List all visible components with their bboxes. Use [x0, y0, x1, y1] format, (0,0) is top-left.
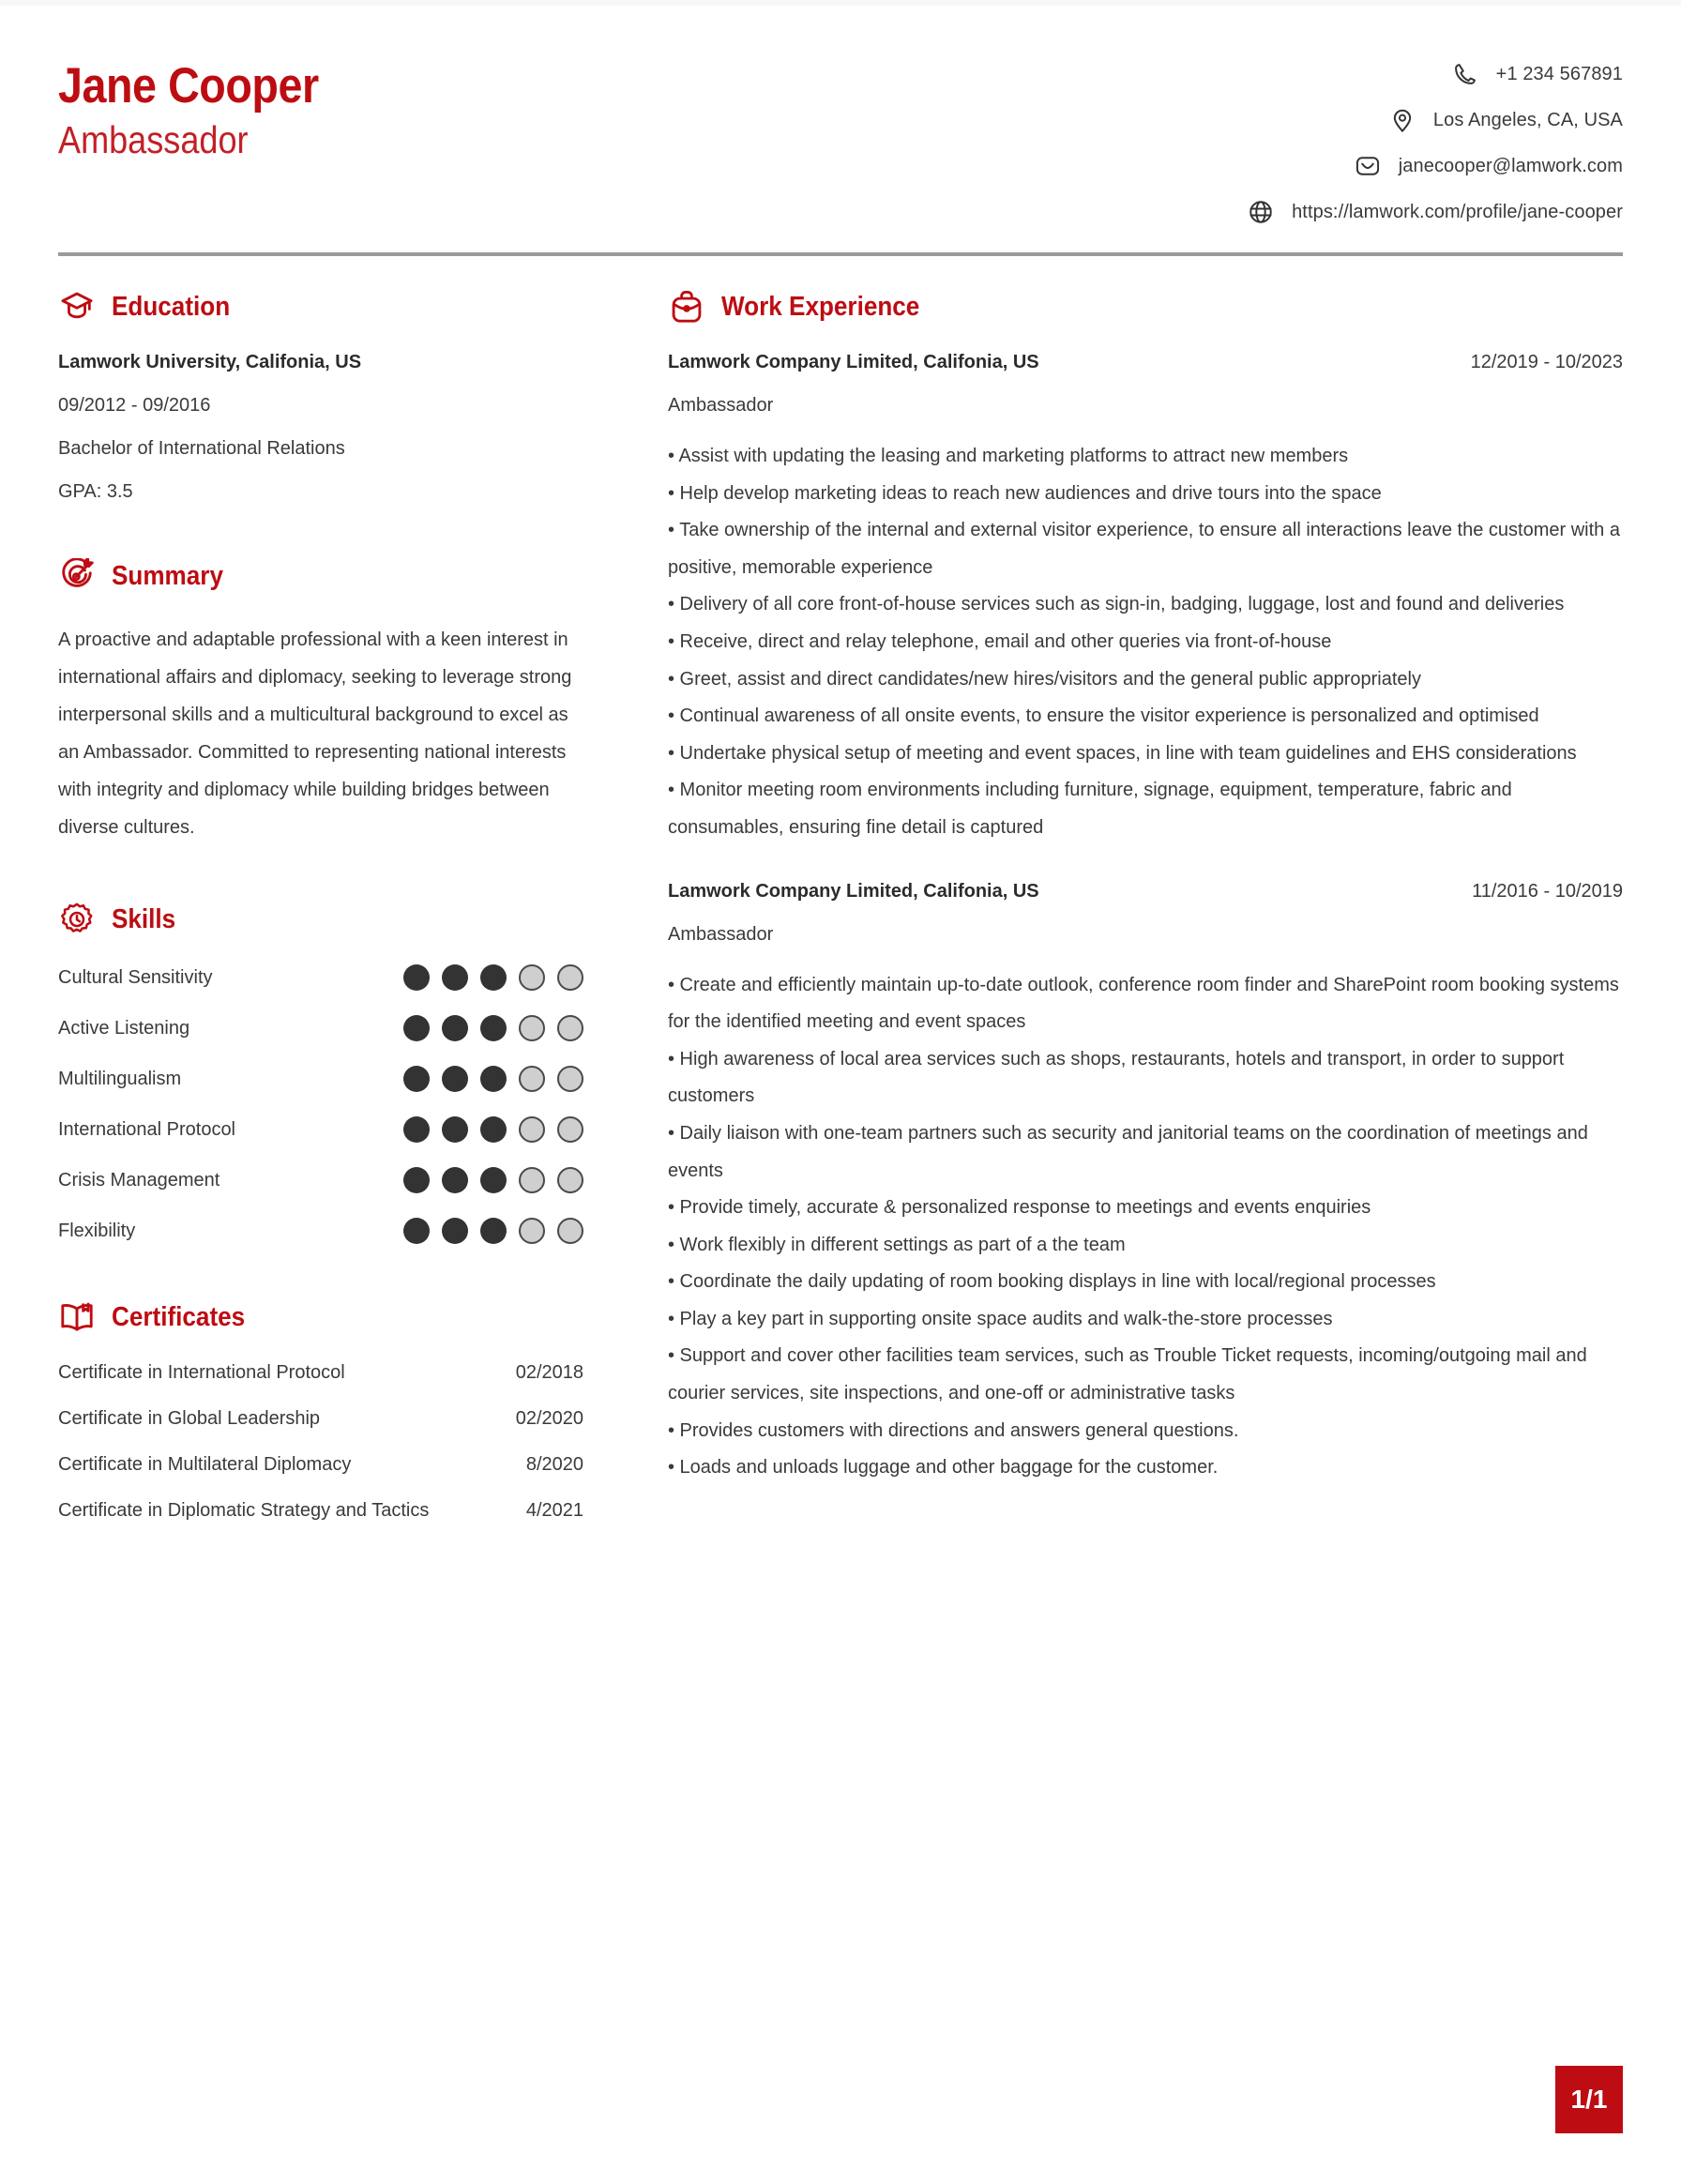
phone-icon — [1451, 60, 1479, 88]
rating-dot-empty[interactable] — [557, 964, 583, 991]
rating-dot-empty[interactable] — [519, 1218, 545, 1244]
job-bullet: • Monitor meeting room environments including furniture, signage, equipment, temperature, fabric and consumables, ensuring fine detail is captured — [668, 780, 1512, 838]
job-bullet-list — [668, 967, 1623, 1487]
job-bullet: • Daily liaison with one-team partners such as security and janitorial teams on the coordination of meetings and events — [668, 1122, 1588, 1181]
graduation-cap-icon — [58, 288, 96, 326]
skill-name: Cultural Sensitivity — [58, 966, 213, 988]
spacer — [58, 1244, 583, 1298]
certificates-heading — [58, 1298, 583, 1336]
skill-rating-dots[interactable] — [403, 1116, 583, 1143]
skills-title: Skills — [112, 903, 176, 934]
rating-dot-filled[interactable] — [442, 1167, 468, 1193]
job-organization: Lamwork Company Limited, Califonia, US — [668, 352, 1039, 372]
rating-dot-filled[interactable] — [403, 1015, 430, 1041]
certificate-name: Certificate in Multilateral Diplomacy — [58, 1454, 352, 1475]
gear-clock-icon — [58, 901, 96, 938]
job-header — [668, 881, 1623, 902]
certificate-row — [58, 1362, 583, 1384]
location-pin-icon — [1388, 106, 1416, 134]
skill-name: International Protocol — [58, 1118, 236, 1140]
rating-dot-filled[interactable] — [403, 1167, 430, 1193]
rating-dot-filled[interactable] — [442, 1116, 468, 1143]
rating-dot-filled[interactable] — [442, 1015, 468, 1041]
job-title-subtitle: Ambassador — [58, 117, 249, 161]
right-column — [612, 288, 1623, 1496]
job-bullet: • Greet, assist and direct candidates/new hires/visitors and the general public appropriately — [668, 668, 1421, 690]
certificate-date: 8/2020 — [525, 1454, 583, 1475]
skill-name: Active Listening — [58, 1017, 190, 1039]
summary-heading — [58, 557, 583, 595]
target-dart-icon — [58, 557, 96, 595]
education-gpa: GPA: 3.5 — [58, 481, 133, 502]
education-dates: 09/2012 - 09/2016 — [58, 395, 211, 416]
work-experience-title: Work Experience — [721, 291, 920, 322]
certificate-name: Certificate in Diplomatic Strategy and Tactics — [58, 1500, 430, 1521]
job-bullet: • Delivery of all core front-of-house services such as sign-in, badging, luggage, lost and found and deliveries — [668, 594, 1565, 615]
contact-location-text: Los Angeles, CA, USA — [1432, 109, 1623, 130]
certificates-list — [58, 1362, 583, 1522]
skill-row — [58, 1116, 583, 1143]
job-entry — [668, 352, 1623, 847]
skill-rating-dots[interactable] — [403, 1167, 583, 1193]
briefcase-icon — [668, 288, 705, 326]
envelope-icon — [1354, 152, 1382, 180]
contact-row-website[interactable] — [1247, 198, 1623, 226]
job-bullet: • Provides customers with directions and answers general questions. — [668, 1419, 1239, 1441]
skill-rating-dots[interactable] — [403, 964, 583, 991]
education-organization: Lamwork University, Califonia, US — [58, 352, 362, 372]
job-bullet: • Assist with updating the leasing and marketing platforms to attract new members — [668, 446, 1349, 466]
content-columns — [0, 256, 1681, 1522]
section-skills — [58, 901, 583, 1244]
rating-dot-filled[interactable] — [403, 1116, 430, 1143]
rating-dot-filled[interactable] — [403, 1066, 430, 1092]
certificate-date: 02/2018 — [515, 1362, 583, 1383]
certificate-name: Certificate in Global Leadership — [58, 1408, 321, 1429]
certificate-name: Certificate in International Protocol — [58, 1362, 345, 1383]
rating-dot-filled[interactable] — [480, 1066, 507, 1092]
job-dates: 12/2019 - 10/2023 — [1470, 352, 1623, 372]
job-bullet: • Loads and unloads luggage and other baggage for the customer. — [668, 1457, 1219, 1479]
skill-name: Multilingualism — [58, 1068, 182, 1089]
skill-row — [58, 1218, 583, 1244]
job-bullet: • Work flexibly in different settings as part of a the team — [668, 1234, 1126, 1255]
spacer — [668, 857, 1623, 881]
certificates-title: Certificates — [112, 1301, 246, 1332]
rating-dot-empty[interactable] — [557, 1066, 583, 1092]
job-bullet: • Provide timely, accurate & personalized response to meetings and events enquiries — [668, 1197, 1371, 1219]
skill-rating-dots[interactable] — [403, 1218, 583, 1244]
certificate-date: 02/2020 — [515, 1408, 583, 1429]
rating-dot-empty[interactable] — [557, 1015, 583, 1041]
certificate-row — [58, 1454, 583, 1476]
summary-title: Summary — [112, 560, 223, 591]
job-bullet: • Undertake physical setup of meeting and event spaces, in line with team guidelines and EHS considerations — [668, 742, 1577, 764]
skill-row — [58, 1015, 583, 1041]
rating-dot-filled[interactable] — [442, 1218, 468, 1244]
contact-list — [1247, 43, 1623, 226]
skill-row — [58, 1167, 583, 1193]
certificate-date: 4/2021 — [525, 1500, 583, 1521]
job-bullet: • High awareness of local area services such as shops, restaurants, hotels and transport, in order to support customers — [668, 1048, 1565, 1107]
skill-rating-dots[interactable] — [403, 1066, 583, 1092]
certificate-row — [58, 1500, 583, 1522]
job-role: Ambassador — [668, 923, 774, 945]
rating-dot-filled[interactable] — [442, 1066, 468, 1092]
education-degree: Bachelor of International Relations — [58, 438, 345, 459]
spacer — [58, 503, 583, 557]
skill-row — [58, 1066, 583, 1092]
rating-dot-empty[interactable] — [557, 1116, 583, 1143]
job-dates: 11/2016 - 10/2019 — [1472, 880, 1623, 902]
contact-row-location[interactable] — [1247, 106, 1623, 134]
rating-dot-filled[interactable] — [480, 1015, 507, 1041]
contact-phone-text: +1 234 567891 — [1495, 63, 1623, 84]
globe-icon — [1247, 198, 1275, 226]
section-work-experience — [668, 288, 1623, 1487]
contact-row-phone[interactable] — [1247, 60, 1623, 88]
rating-dot-empty[interactable] — [519, 1116, 545, 1143]
jobs-list — [668, 352, 1623, 1487]
rating-dot-empty[interactable] — [519, 964, 545, 991]
page-number-badge: 1/1 — [1555, 2066, 1623, 2133]
rating-dot-empty[interactable] — [519, 1015, 545, 1041]
education-title: Education — [112, 291, 231, 322]
job-bullet-list — [668, 438, 1623, 847]
job-bullet: • Receive, direct and relay telephone, email and other queries via front-of-house — [668, 630, 1332, 652]
rating-dot-empty[interactable] — [557, 1167, 583, 1193]
rating-dot-filled[interactable] — [403, 1218, 430, 1244]
left-column — [58, 288, 612, 1522]
certificate-row — [58, 1408, 583, 1430]
skills-list — [58, 964, 583, 1244]
job-entry — [668, 881, 1623, 1487]
contact-website-text: https://lamwork.com/profile/jane-cooper — [1292, 201, 1623, 222]
open-book-icon — [58, 1298, 96, 1336]
skills-heading — [58, 901, 583, 938]
rating-dot-filled[interactable] — [403, 964, 430, 991]
job-bullet: • Coordinate the daily updating of room booking displays in line with local/regional processes — [668, 1271, 1436, 1293]
rating-dot-filled[interactable] — [480, 1167, 507, 1193]
contact-row-email[interactable] — [1247, 152, 1623, 180]
resume-header — [0, 6, 1681, 226]
work-experience-heading — [668, 288, 1623, 326]
job-role: Ambassador — [668, 395, 774, 416]
skill-rating-dots[interactable] — [403, 1015, 583, 1041]
rating-dot-filled[interactable] — [480, 1116, 507, 1143]
job-bullet: • Take ownership of the internal and external visitor experience, to ensure all interactions leave the customer with a positive, memorable experience — [668, 520, 1620, 578]
rating-dot-empty[interactable] — [519, 1167, 545, 1193]
job-header — [668, 352, 1623, 373]
skill-name: Crisis Management — [58, 1169, 220, 1191]
identity-block — [58, 43, 355, 162]
job-bullet: • Create and efficiently maintain up-to-date outlook, conference room finder and SharePoint room booking systems for the identified meeting and event spaces — [668, 974, 1619, 1033]
section-education — [58, 288, 583, 503]
rating-dot-filled[interactable] — [480, 964, 507, 991]
rating-dot-filled[interactable] — [442, 964, 468, 991]
education-heading — [58, 288, 583, 326]
rating-dot-empty[interactable] — [557, 1218, 583, 1244]
rating-dot-empty[interactable] — [519, 1066, 545, 1092]
job-bullet: • Help develop marketing ideas to reach new audiences and drive tours into the space — [668, 482, 1382, 504]
page-title: Jane Cooper — [58, 58, 319, 114]
job-bullet: • Continual awareness of all onsite events, to ensure the visitor experience is personalized and optimised — [668, 705, 1539, 727]
summary-text: A proactive and adaptable professional with a keen interest in international affairs and diplomacy, seeking to leverage strong interpersonal skills and a multicultural background to excel as an Ambassador. Committed to representing national interests with integrity and diplomacy while building bridges between diverse cultures. — [58, 629, 572, 838]
skill-row — [58, 964, 583, 991]
section-certificates — [58, 1298, 583, 1522]
rating-dot-filled[interactable] — [480, 1218, 507, 1244]
job-bullet: • Play a key part in supporting onsite space audits and walk-the-store processes — [668, 1308, 1333, 1329]
spacer — [58, 846, 583, 901]
contact-email-text: janecooper@lamwork.com — [1398, 155, 1623, 176]
job-bullet: • Support and cover other facilities team services, such as Trouble Ticket requests, incoming/outgoing mail and courier services, site inspections, and one-off or administrative tasks — [668, 1345, 1587, 1404]
section-summary — [58, 557, 583, 846]
skill-name: Flexibility — [58, 1220, 136, 1241]
job-organization: Lamwork Company Limited, Califonia, US — [668, 880, 1039, 902]
